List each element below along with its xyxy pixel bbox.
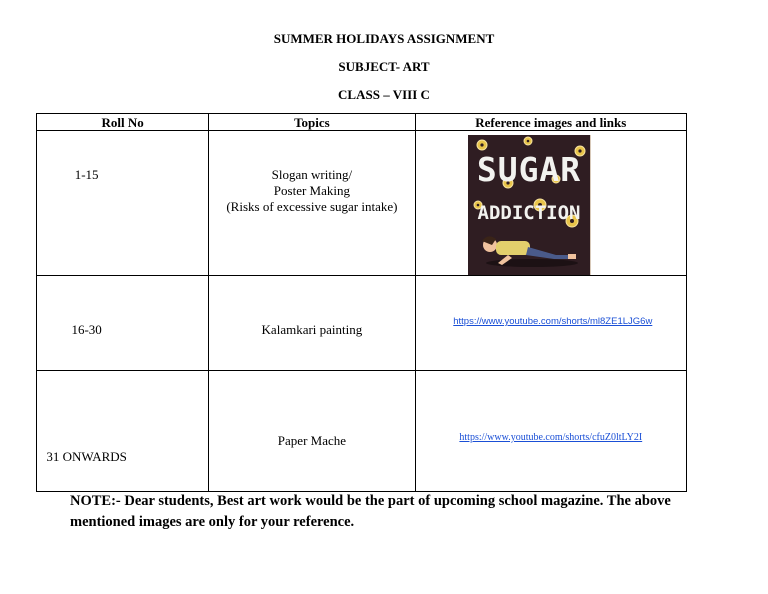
- reference-cell: [415, 371, 686, 492]
- poster-title-bottom: ADDICTION: [477, 202, 581, 224]
- roll-number: 1-15: [74, 167, 99, 182]
- topic-cell: [209, 131, 415, 276]
- youtube-reference-link[interactable]: https://www.youtube.com/shorts/ml8ZE1LJG6w: [453, 316, 653, 327]
- column-header-roll-no: Roll No: [37, 114, 209, 131]
- roll-number: 16-30: [71, 322, 102, 337]
- column-header-reference: Reference images and links: [415, 114, 686, 131]
- table-row: [37, 131, 687, 276]
- assignment-title: SUMMER HOLIDAYS ASSIGNMENT: [273, 31, 495, 46]
- youtube-reference-link[interactable]: https://www.youtube.com/shorts/cfuZ0ltLY2I: [459, 432, 643, 443]
- roll-number: 31 ONWARDS: [46, 449, 127, 464]
- topic-line: Poster Making: [273, 183, 350, 198]
- table-header-row: [37, 114, 687, 131]
- note-text: NOTE:- Dear students, Best art work would be the part of upcoming school magazine. The above mentioned images are only for your reference.: [70, 493, 671, 530]
- subject-heading: SUBJECT- ART: [338, 59, 430, 74]
- table-row: [37, 371, 687, 492]
- roll-cell: [37, 131, 209, 276]
- topic-text: Kalamkari painting: [261, 322, 363, 337]
- column-header-topics: Topics: [209, 114, 415, 131]
- sugar-addiction-poster-image: [468, 135, 590, 275]
- topic-cell: [209, 371, 415, 492]
- poster-title-top: SUGAR: [476, 150, 581, 189]
- topic-line: (Risks of excessive sugar intake): [226, 199, 398, 214]
- reference-cell: [415, 131, 686, 276]
- roll-cell: [37, 371, 209, 492]
- table-row: [37, 276, 687, 371]
- topic-line: Slogan writing/: [271, 167, 353, 182]
- class-heading: CLASS – VIII C: [338, 87, 430, 102]
- roll-cell: [37, 276, 209, 371]
- assignment-table: [36, 113, 687, 492]
- reference-cell: [415, 276, 686, 371]
- topic-text: Paper Mache: [277, 433, 347, 448]
- topic-cell: [209, 276, 415, 371]
